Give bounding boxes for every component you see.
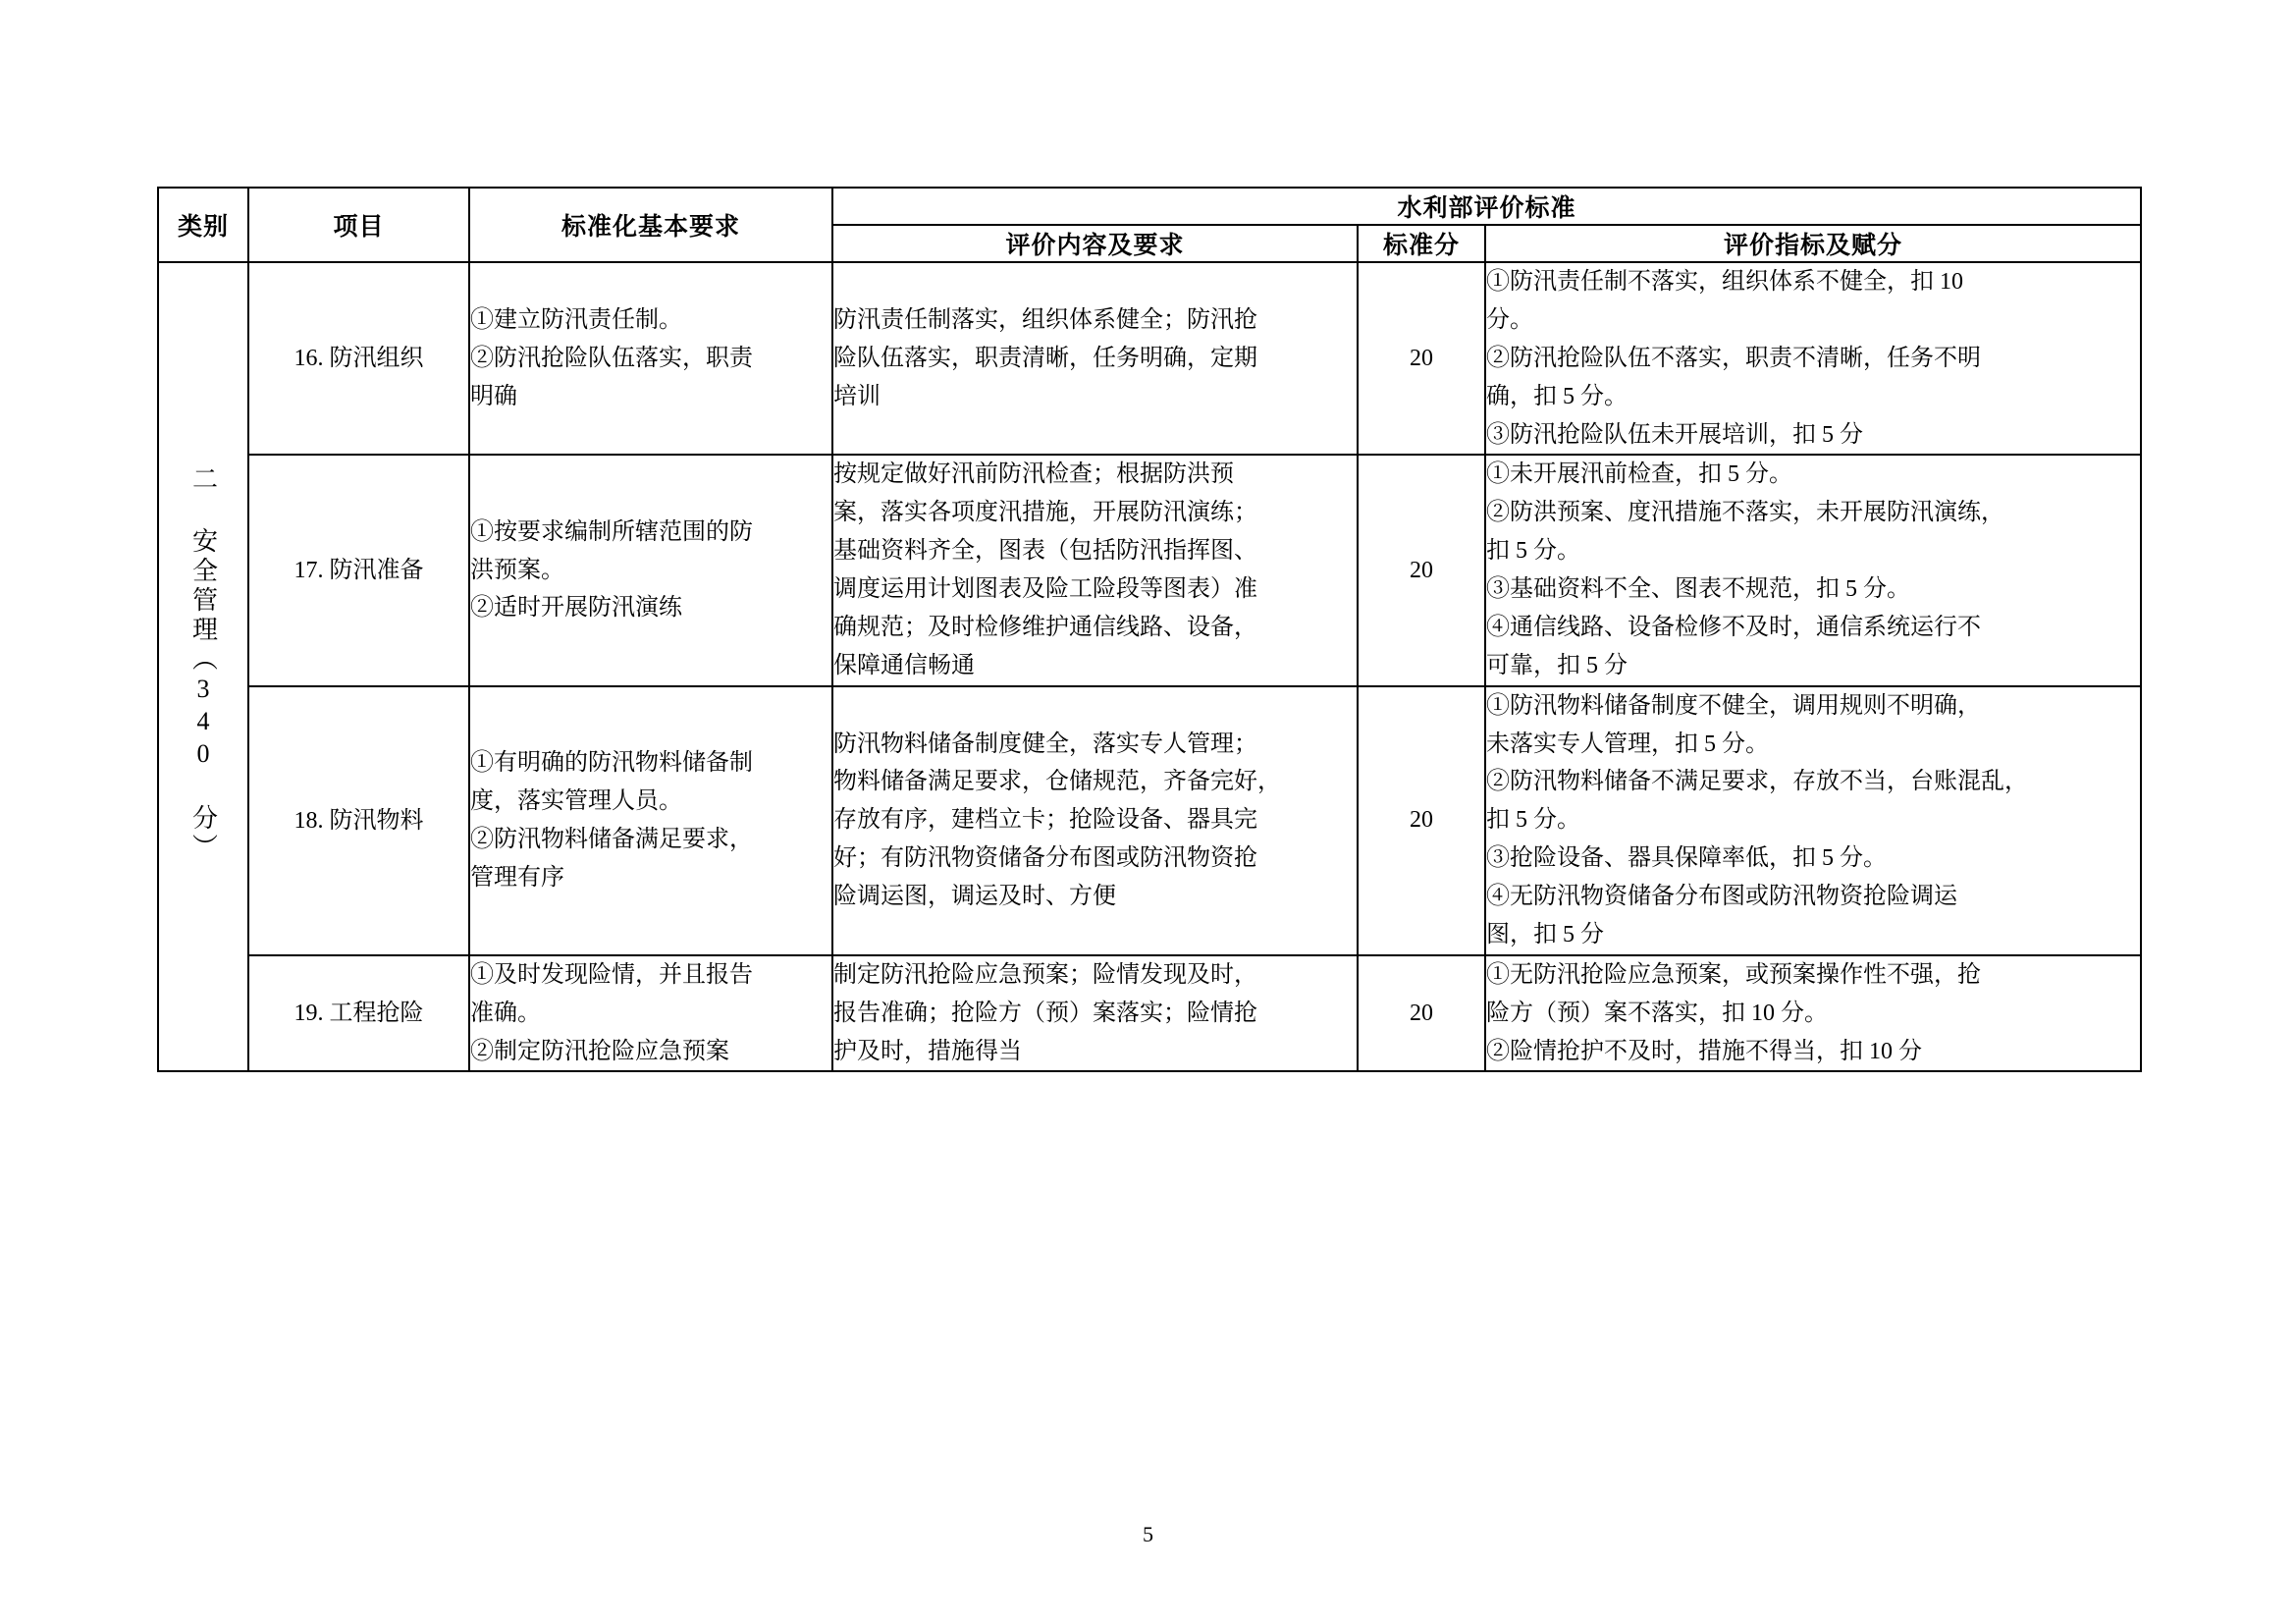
requirement-line: ①有明确的防汛物料储备制 xyxy=(470,749,753,776)
content-line: 存放有序，建档立卡；抢险设备、器具完 xyxy=(833,807,1257,834)
index-line: ②防汛物料储备不满足要求，存放不当，台账混乱， xyxy=(1486,769,2028,795)
item-name: 17. 防汛准备 xyxy=(248,455,469,685)
content-line: 确规范；及时检修维护通信线路、设备， xyxy=(833,614,1257,640)
content-line: 调度运用计划图表及险工险段等图表）准 xyxy=(833,576,1257,602)
requirement-line: ②防汛物料储备满足要求， xyxy=(470,826,753,852)
content-line: 报告准确；抢险方（预）案落实；险情抢 xyxy=(833,1000,1257,1026)
eval-index-cell xyxy=(1485,455,2141,685)
category-cell xyxy=(158,262,248,1071)
eval-content-cell xyxy=(832,262,1358,455)
index-line: ③防汛抢险队伍未开展培训，扣 5 分 xyxy=(1486,421,1863,448)
header-eval-index: 评价指标及赋分 xyxy=(1485,225,2141,262)
page-number: 5 xyxy=(1143,1522,1153,1546)
header-ministry-standard: 水利部评价标准 xyxy=(832,188,2141,225)
index-line: 险方（预）案不落实，扣 10 分。 xyxy=(1486,1000,1828,1026)
standard-score-cell: 20 xyxy=(1358,455,1485,685)
eval-index-cell xyxy=(1485,686,2141,955)
table-row xyxy=(158,686,2141,955)
requirement-line: 准确。 xyxy=(470,1000,541,1026)
requirement-line: 度，落实管理人员。 xyxy=(470,787,682,814)
index-line: ③抢险设备、器具保障率低，扣 5 分。 xyxy=(1486,845,1887,872)
content-line: 护及时，措施得当 xyxy=(833,1038,1022,1064)
content-line: 案，落实各项度汛措施，开展防汛演练； xyxy=(833,500,1257,526)
eval-content-cell xyxy=(832,955,1358,1072)
item-name: 19. 工程抢险 xyxy=(248,955,469,1072)
item-name: 16. 防汛组织 xyxy=(248,262,469,455)
index-line: ②防汛抢险队伍不落实，职责不清晰，任务不明 xyxy=(1486,345,1981,371)
requirement-line: ①及时发现险情，并且报告 xyxy=(470,961,753,988)
requirement-line: ①按要求编制所辖范围的防 xyxy=(470,518,753,545)
requirement-line: 管理有序 xyxy=(470,864,564,891)
standard-score-cell: 20 xyxy=(1358,686,1485,955)
index-line: ②险情抢护不及时，措施不得当，扣 10 分 xyxy=(1486,1038,1922,1064)
content-line: 基础资料齐全，图表（包括防汛指挥图、 xyxy=(833,538,1257,565)
standard-score-cell: 20 xyxy=(1358,955,1485,1072)
content-line: 防汛责任制落实，组织体系健全；防汛抢 xyxy=(833,306,1257,333)
index-line: 扣 5 分。 xyxy=(1486,807,1580,834)
eval-content-cell xyxy=(832,455,1358,685)
requirement-line: ①建立防汛责任制。 xyxy=(470,306,682,333)
index-line: ①未开展汛前检查，扣 5 分。 xyxy=(1486,461,1792,488)
requirement-line: ②适时开展防汛演练 xyxy=(470,595,682,622)
header-eval-content: 评价内容及要求 xyxy=(832,225,1358,262)
basic-requirement-cell xyxy=(469,686,832,955)
evaluation-standard-table xyxy=(157,187,2142,1072)
index-line: ④无防汛物资储备分布图或防汛物资抢险调运 xyxy=(1486,884,1957,909)
index-line: 图，扣 5 分 xyxy=(1486,921,1604,947)
standard-score-cell: 20 xyxy=(1358,262,1485,455)
requirement-line: 洪预案。 xyxy=(470,557,564,583)
index-line: ①防汛责任制不落实，组织体系不健全，扣 10 xyxy=(1486,269,1963,295)
index-line: 确，扣 5 分。 xyxy=(1486,383,1628,409)
index-line: ④通信线路、设备检修不及时，通信系统运行不 xyxy=(1486,614,1981,640)
content-line: 防汛物料储备制度健全，落实专人管理； xyxy=(833,731,1257,757)
category-label: 二 安全管理（340 分） xyxy=(188,465,218,864)
requirement-line: 明确 xyxy=(470,383,517,409)
basic-requirement-cell xyxy=(469,955,832,1072)
eval-content-cell xyxy=(832,686,1358,955)
content-line: 险调运图，调运及时、方便 xyxy=(833,884,1116,909)
content-line: 好；有防汛物资储备分布图或防汛物资抢 xyxy=(833,845,1257,872)
table-row xyxy=(158,955,2141,1072)
index-line: 未落实专人管理，扣 5 分。 xyxy=(1486,731,1769,757)
basic-requirement-cell xyxy=(469,262,832,455)
header-item: 项目 xyxy=(248,188,469,262)
content-line: 制定防汛抢险应急预案；险情发现及时， xyxy=(833,961,1257,988)
content-line: 培训 xyxy=(833,383,881,409)
item-name: 18. 防汛物料 xyxy=(248,686,469,955)
index-line: 扣 5 分。 xyxy=(1486,538,1580,565)
table-header-row-1 xyxy=(158,188,2141,225)
header-category: 类别 xyxy=(158,188,248,262)
requirement-line: ②防汛抢险队伍落实，职责 xyxy=(470,345,753,371)
content-line: 物料储备满足要求，仓储规范，齐备完好， xyxy=(833,769,1281,795)
index-line: 分。 xyxy=(1486,306,1533,333)
index-line: ②防洪预案、度汛措施不落实，未开展防汛演练， xyxy=(1486,500,2004,526)
index-line: 可靠，扣 5 分 xyxy=(1486,652,1628,678)
content-line: 按规定做好汛前防汛检查；根据防洪预 xyxy=(833,461,1234,488)
header-basic-requirement: 标准化基本要求 xyxy=(469,188,832,262)
table-row xyxy=(158,455,2141,685)
content-line: 险队伍落实，职责清晰，任务明确，定期 xyxy=(833,345,1257,371)
basic-requirement-cell xyxy=(469,455,832,685)
index-line: ③基础资料不全、图表不规范，扣 5 分。 xyxy=(1486,576,1910,602)
header-standard-score: 标准分 xyxy=(1358,225,1485,262)
table-row xyxy=(158,262,2141,455)
requirement-line: ②制定防汛抢险应急预案 xyxy=(470,1038,729,1064)
index-line: ①无防汛抢险应急预案，或预案操作性不强，抢 xyxy=(1486,961,1981,988)
eval-index-cell xyxy=(1485,955,2141,1072)
content-line: 保障通信畅通 xyxy=(833,652,975,678)
index-line: ①防汛物料储备制度不健全，调用规则不明确， xyxy=(1486,692,1981,719)
eval-index-cell xyxy=(1485,262,2141,455)
